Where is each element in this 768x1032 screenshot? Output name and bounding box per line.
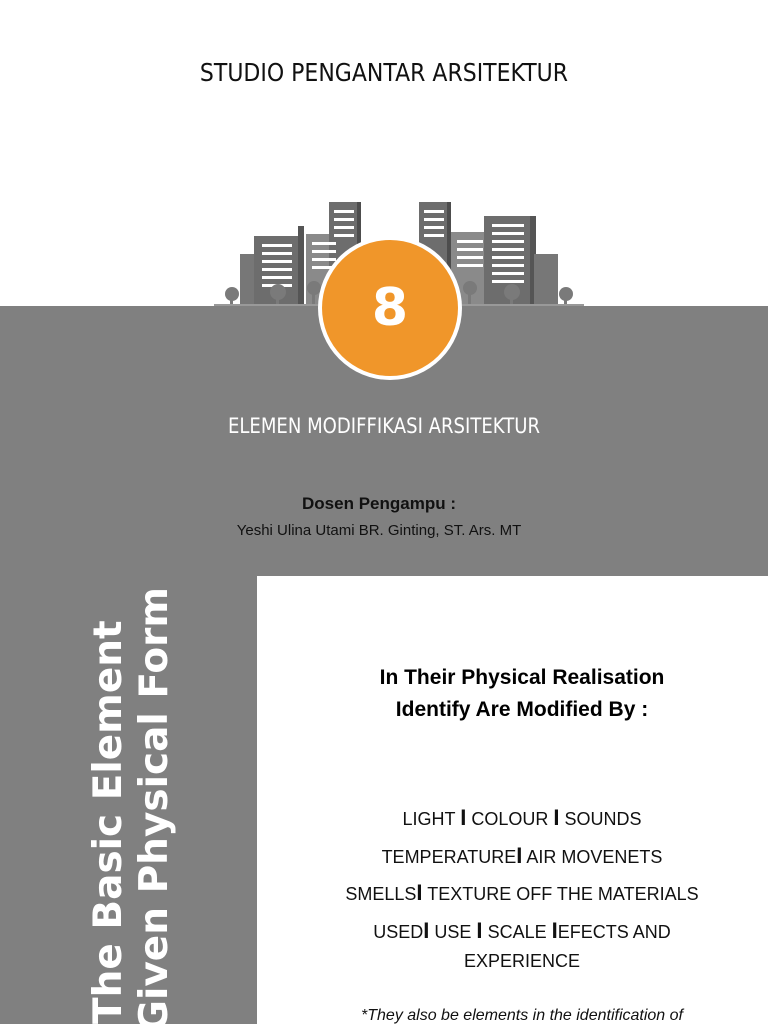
lecturer-name: Yeshi Ulina Utami BR. Ginting, ST. Ars. MT	[236, 522, 522, 539]
list-item: SMELLSI TEXTURE OFF THE MATERIALS	[345, 880, 699, 905]
side-title-line1: The Basic Element	[86, 620, 131, 1024]
modifier-list	[257, 800, 768, 972]
list-item: EXPERIENCE	[463, 951, 581, 971]
list-item: TEMPERATUREI AIR MOVENETS	[381, 842, 663, 868]
chapter-number: 8	[322, 240, 458, 376]
chapter-badge	[318, 236, 462, 380]
lecturer-label: Dosen Pengampu :	[302, 494, 456, 513]
page-title: STUDIO PENGANTAR ARSITEKTUR	[199, 58, 569, 87]
heading-line1: In Their Physical Realisation	[379, 666, 665, 689]
footnote: *They also be elements in the identification of	[361, 1007, 683, 1024]
list-item: LIGHT I COLOUR I SOUNDS	[402, 805, 642, 830]
heading-line2: Identify Are Modified By :	[395, 698, 649, 721]
list-item: USEDI USE I SCALE IEFECTS AND	[373, 917, 671, 943]
side-title-line2: Given Physical Form	[132, 586, 177, 1032]
chapter-title: ELEMEN MODIFFIKASI ARSITEKTUR	[227, 414, 541, 438]
content-heading	[257, 662, 768, 726]
